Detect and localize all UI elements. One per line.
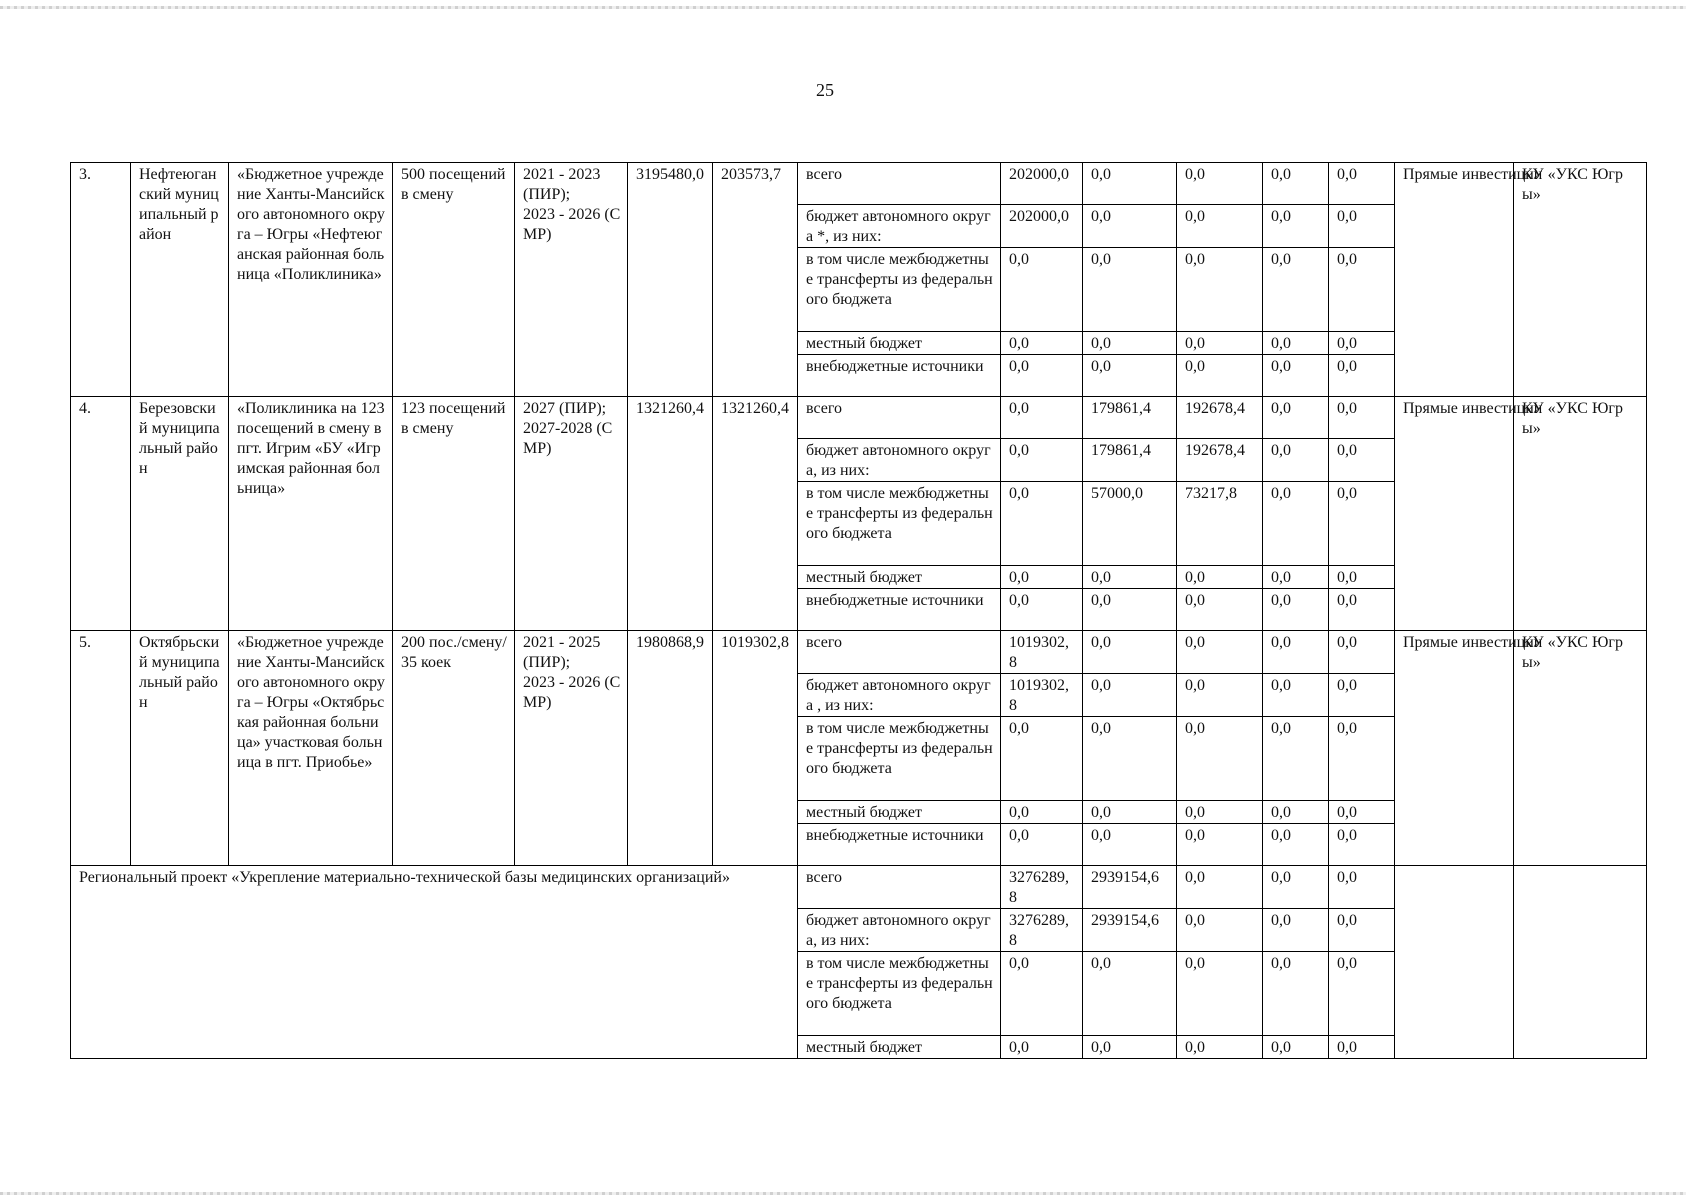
value-cell: 0,0: [1083, 205, 1177, 248]
value-cell: 0,0: [1177, 332, 1263, 355]
value-cell: 0,0: [1329, 1036, 1395, 1059]
investment-type-cell: [1395, 866, 1514, 1059]
capacity-cell: 123 посещений в смену: [393, 397, 515, 631]
value-cell: 0,0: [1263, 631, 1329, 674]
value-cell: 0,0: [1177, 824, 1263, 866]
funding-table: [70, 162, 1647, 1059]
value-cell: 192678,4: [1177, 397, 1263, 439]
value-cell: 0,0: [1329, 801, 1395, 824]
period-cell: 2021 - 2023 (ПИР); 2023 - 2026 (СМР): [515, 163, 628, 397]
value-cell: 0,0: [1329, 397, 1395, 439]
value-cell: 0,0: [1263, 439, 1329, 482]
value-cell: 0,0: [1083, 589, 1177, 631]
source-label: бюджет автономного округа, из них:: [798, 909, 1001, 952]
value-cell: 0,0: [1263, 824, 1329, 866]
value-cell: 0,0: [1329, 482, 1395, 566]
source-label: бюджет автономного округа *, из них:: [798, 205, 1001, 248]
value-cell: 0,0: [1263, 163, 1329, 205]
value-cell: 0,0: [1177, 248, 1263, 332]
value-cell: 0,0: [1083, 824, 1177, 866]
value-cell: 0,0: [1263, 248, 1329, 332]
capacity-cell: 500 посещений в смену: [393, 163, 515, 397]
table-row: [71, 866, 1647, 909]
cost-cell: 1980868,9: [628, 631, 713, 866]
value-cell: 0,0: [1001, 248, 1083, 332]
table-body: [71, 163, 1647, 1059]
district-cell: Октябрьский муниципальный район: [131, 631, 229, 866]
value-cell: 0,0: [1083, 1036, 1177, 1059]
value-cell: 0,0: [1263, 674, 1329, 717]
investment-type-cell: Прямые инвестиции: [1395, 397, 1514, 631]
value-cell: 0,0: [1177, 801, 1263, 824]
customer-cell: КУ «УКС Югры»: [1514, 631, 1647, 866]
customer-cell: КУ «УКС Югры»: [1514, 397, 1647, 631]
value-cell: 0,0: [1177, 205, 1263, 248]
value-cell: 0,0: [1083, 566, 1177, 589]
value-cell: 0,0: [1263, 397, 1329, 439]
source-label: внебюджетные источники: [798, 824, 1001, 866]
period-cell: 2021 - 2025 (ПИР); 2023 - 2026 (СМР): [515, 631, 628, 866]
source-label: внебюджетные источники: [798, 589, 1001, 631]
capacity-cell: 200 пос./смену/35 коек: [393, 631, 515, 866]
value-cell: 0,0: [1001, 482, 1083, 566]
value-cell: 73217,8: [1177, 482, 1263, 566]
object-cell: «Бюджетное учреждение Ханты-Мансийского автономного округа – Югры «Октябрьская районная больница» участковая больница в пгт. Приобье»: [229, 631, 393, 866]
value-cell: 179861,4: [1083, 439, 1177, 482]
value-cell: 0,0: [1177, 355, 1263, 397]
source-label: местный бюджет: [798, 566, 1001, 589]
value-cell: 0,0: [1177, 674, 1263, 717]
source-label: в том числе межбюджетные трансферты из федерального бюджета: [798, 717, 1001, 801]
value-cell: 0,0: [1083, 355, 1177, 397]
value-cell: 0,0: [1001, 566, 1083, 589]
table-row: [71, 397, 1647, 439]
value-cell: 0,0: [1177, 909, 1263, 952]
value-cell: 0,0: [1329, 205, 1395, 248]
district-cell: Березовский муниципальный район: [131, 397, 229, 631]
value-cell: 0,0: [1329, 909, 1395, 952]
value-cell: 0,0: [1083, 674, 1177, 717]
value-cell: 0,0: [1177, 952, 1263, 1036]
scan-edge-bottom: [0, 1192, 1686, 1195]
source-label: всего: [798, 163, 1001, 205]
value-cell: 0,0: [1263, 909, 1329, 952]
value-cell: 0,0: [1177, 866, 1263, 909]
value-cell: 0,0: [1177, 163, 1263, 205]
value-cell: 192678,4: [1177, 439, 1263, 482]
value-cell: 0,0: [1001, 589, 1083, 631]
value-cell: 0,0: [1001, 439, 1083, 482]
cost-cell: 3195480,0: [628, 163, 713, 397]
value-cell: 0,0: [1329, 355, 1395, 397]
value-cell: 0,0: [1083, 332, 1177, 355]
source-label: в том числе межбюджетные трансферты из федерального бюджета: [798, 952, 1001, 1036]
value-cell: 3276289,8: [1001, 866, 1083, 909]
value-cell: 0,0: [1263, 589, 1329, 631]
value-cell: 0,0: [1329, 952, 1395, 1036]
value-cell: 0,0: [1001, 801, 1083, 824]
page-number: 25: [816, 80, 834, 100]
value-cell: 0,0: [1083, 163, 1177, 205]
value-cell: 0,0: [1001, 717, 1083, 801]
source-label: бюджет автономного округа , из них:: [798, 674, 1001, 717]
value-cell: 0,0: [1001, 332, 1083, 355]
source-label: внебюджетные источники: [798, 355, 1001, 397]
table-row: [71, 163, 1647, 205]
value-cell: 57000,0: [1083, 482, 1177, 566]
value-cell: 0,0: [1177, 631, 1263, 674]
value-cell: 0,0: [1177, 717, 1263, 801]
row-number: 3.: [71, 163, 131, 397]
value-cell: 202000,0: [1001, 205, 1083, 248]
value-cell: 0,0: [1329, 674, 1395, 717]
value-cell: 0,0: [1329, 866, 1395, 909]
value-cell: 0,0: [1263, 952, 1329, 1036]
value-cell: 0,0: [1329, 566, 1395, 589]
source-label: в том числе межбюджетные трансферты из федерального бюджета: [798, 248, 1001, 332]
row-number: 5.: [71, 631, 131, 866]
project-title: Региональный проект «Укрепление материально-технической базы медицинских организаций»: [71, 866, 798, 1059]
value-cell: 3276289,8: [1001, 909, 1083, 952]
value-cell: 2939154,6: [1083, 866, 1177, 909]
value-cell: 0,0: [1329, 631, 1395, 674]
investment-type-cell: Прямые инвестиции: [1395, 163, 1514, 397]
value-cell: 1019302,8: [1001, 674, 1083, 717]
district-cell: Нефтеюганский муниципальный район: [131, 163, 229, 397]
value-cell: 0,0: [1083, 717, 1177, 801]
value-cell: 0,0: [1177, 589, 1263, 631]
value-cell: 0,0: [1329, 439, 1395, 482]
remaining-cost-cell: 1019302,8: [713, 631, 798, 866]
table-row: [71, 631, 1647, 674]
value-cell: 0,0: [1083, 631, 1177, 674]
source-label: всего: [798, 631, 1001, 674]
value-cell: 0,0: [1083, 952, 1177, 1036]
value-cell: 0,0: [1329, 332, 1395, 355]
remaining-cost-cell: 203573,7: [713, 163, 798, 397]
value-cell: 1019302,8: [1001, 631, 1083, 674]
source-label: местный бюджет: [798, 801, 1001, 824]
value-cell: 0,0: [1263, 205, 1329, 248]
source-label: местный бюджет: [798, 1036, 1001, 1059]
customer-cell: [1514, 866, 1647, 1059]
value-cell: 0,0: [1329, 824, 1395, 866]
value-cell: 0,0: [1263, 717, 1329, 801]
customer-cell: КУ «УКС Югры»: [1514, 163, 1647, 397]
value-cell: 0,0: [1177, 566, 1263, 589]
value-cell: 179861,4: [1083, 397, 1177, 439]
value-cell: 0,0: [1263, 801, 1329, 824]
value-cell: 0,0: [1329, 248, 1395, 332]
value-cell: 0,0: [1329, 163, 1395, 205]
value-cell: 0,0: [1263, 482, 1329, 566]
value-cell: 0,0: [1001, 1036, 1083, 1059]
value-cell: 0,0: [1263, 1036, 1329, 1059]
source-label: всего: [798, 397, 1001, 439]
row-number: 4.: [71, 397, 131, 631]
value-cell: 0,0: [1263, 332, 1329, 355]
value-cell: 0,0: [1263, 866, 1329, 909]
value-cell: 0,0: [1001, 952, 1083, 1036]
value-cell: 0,0: [1001, 355, 1083, 397]
value-cell: 0,0: [1001, 824, 1083, 866]
value-cell: 202000,0: [1001, 163, 1083, 205]
value-cell: 0,0: [1329, 717, 1395, 801]
value-cell: 0,0: [1263, 566, 1329, 589]
object-cell: «Бюджетное учреждение Ханты-Мансийского автономного округа – Югры «Нефтеюганская районная больница «Поликлиника»: [229, 163, 393, 397]
value-cell: 0,0: [1083, 801, 1177, 824]
source-label: всего: [798, 866, 1001, 909]
value-cell: 0,0: [1263, 355, 1329, 397]
source-label: местный бюджет: [798, 332, 1001, 355]
value-cell: 0,0: [1001, 397, 1083, 439]
cost-cell: 1321260,4: [628, 397, 713, 631]
source-label: бюджет автономного округа, из них:: [798, 439, 1001, 482]
value-cell: 0,0: [1083, 248, 1177, 332]
remaining-cost-cell: 1321260,4: [713, 397, 798, 631]
investment-type-cell: Прямые инвестиции: [1395, 631, 1514, 866]
value-cell: 0,0: [1329, 589, 1395, 631]
value-cell: 0,0: [1177, 1036, 1263, 1059]
period-cell: 2027 (ПИР); 2027-2028 (СМР): [515, 397, 628, 631]
scan-edge-top: [0, 6, 1686, 9]
source-label: в том числе межбюджетные трансферты из федерального бюджета: [798, 482, 1001, 566]
object-cell: «Поликлиника на 123 посещений в смену в пгт. Игрим «БУ «Игримская районная больница»: [229, 397, 393, 631]
value-cell: 2939154,6: [1083, 909, 1177, 952]
